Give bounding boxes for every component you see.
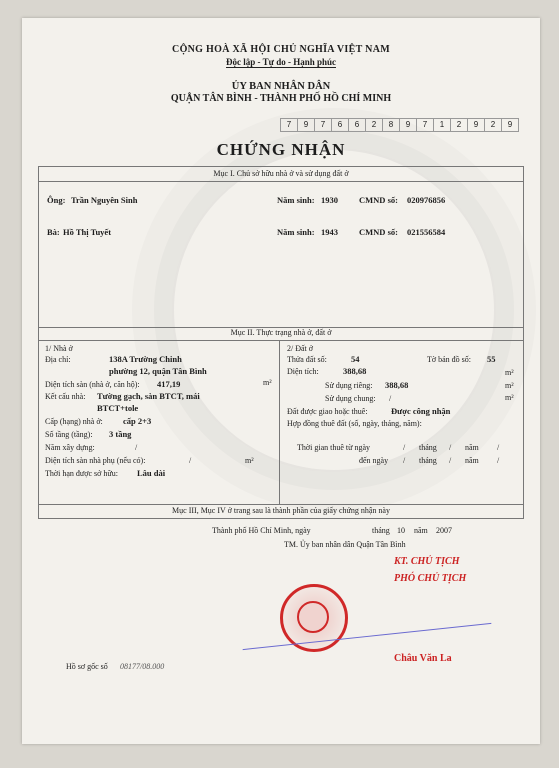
grade-label: Cấp (hạng) nhà ở: bbox=[45, 417, 103, 426]
section-note-text: Mục III, Mục IV ở trang sau là thành phần của giấy chứng nhận này bbox=[172, 506, 390, 515]
month: 10 bbox=[397, 526, 405, 535]
land-form: Được công nhận bbox=[391, 406, 451, 416]
owner2-year: 1943 bbox=[321, 227, 338, 237]
owner2-id: 021556584 bbox=[407, 227, 446, 237]
private-use-label: Sử dụng riêng: bbox=[325, 381, 373, 390]
owner1-id-label: CMND số: bbox=[359, 195, 398, 205]
section-property-heading: Mục II. Thực trạng nhà ở, đất ở bbox=[39, 326, 523, 341]
owner2-label: Bà: bbox=[47, 227, 60, 237]
shared-use-unit: m² bbox=[505, 393, 514, 402]
lease-to-month: / bbox=[449, 456, 452, 465]
owner1-year: 1930 bbox=[321, 195, 338, 205]
lease-from-year: / bbox=[497, 443, 500, 452]
country-heading: CỘNG HOÀ XÃ HỘI CHỦ NGHĨA VIỆT NAM bbox=[172, 44, 390, 55]
owner1-name: Trần Nguyên Sinh bbox=[71, 195, 138, 205]
owner1-year-label: Năm sinh: bbox=[277, 195, 315, 205]
section-property bbox=[38, 326, 524, 505]
column-divider bbox=[279, 340, 280, 504]
owner2-id-label: CMND số: bbox=[359, 227, 398, 237]
year-label: năm bbox=[414, 526, 428, 535]
parcel-label: Thửa đất số: bbox=[287, 355, 327, 364]
stamp-emblem-icon bbox=[297, 601, 329, 633]
map-sheet: 55 bbox=[487, 354, 496, 364]
shared-use-label: Sử dụng chung: bbox=[325, 394, 376, 403]
address-line2: phường 12, quận Tân Bình bbox=[109, 366, 207, 376]
lease-from-month-label: tháng bbox=[419, 443, 437, 452]
pp-chairman: KT. CHỦ TỊCH bbox=[394, 556, 460, 567]
structure-line1: Tường gạch, sàn BTCT, mái bbox=[97, 391, 200, 401]
owner2-year-label: Năm sinh: bbox=[277, 227, 315, 237]
aux-area-unit: m² bbox=[245, 456, 254, 465]
file-label: Hồ sơ gốc số bbox=[66, 662, 108, 671]
lease-to-year: / bbox=[497, 456, 500, 465]
floors-label: Số tầng (tầng): bbox=[45, 430, 93, 439]
private-use-unit: m² bbox=[505, 381, 514, 390]
section-owners bbox=[38, 166, 524, 328]
house-label: 1/ Nhà ở bbox=[45, 344, 73, 353]
serial-number: 7 9 7 6 6 2 8 9 7 1 2 9 2 9 bbox=[280, 118, 519, 132]
section-note bbox=[38, 504, 524, 519]
certificate-page bbox=[22, 18, 540, 744]
land-form-label: Đất được giao hoặc thuê: bbox=[287, 407, 368, 416]
parcel: 54 bbox=[351, 354, 360, 364]
lease-to-month-label: tháng bbox=[419, 456, 437, 465]
authority-heading: ỦY BAN NHÂN DÂN bbox=[231, 81, 331, 92]
land-area-unit: m² bbox=[505, 368, 514, 377]
floor-area: 417,19 bbox=[157, 379, 181, 389]
aux-area-label: Diện tích sàn nhà phụ (nếu có): bbox=[45, 456, 146, 465]
lease-from-year-label: năm bbox=[465, 443, 479, 452]
shared-use: / bbox=[389, 394, 392, 403]
lease-to-day: / bbox=[403, 456, 406, 465]
signer-name: Châu Văn La bbox=[394, 653, 452, 664]
until-label: đến ngày bbox=[359, 456, 389, 465]
lease-period-label: Thời gian thuê từ ngày bbox=[297, 443, 370, 452]
land-area: 388,68 bbox=[343, 366, 367, 376]
address-line1: 138A Trường Chinh bbox=[109, 354, 182, 364]
section-owners-heading: Mục I. Chủ sở hữu nhà ở và sử dụng đất ở bbox=[39, 167, 523, 182]
structure-line2: BTCT+tole bbox=[97, 403, 139, 413]
lease-from-day: / bbox=[403, 443, 406, 452]
vice-chairman: PHÓ CHỦ TỊCH bbox=[394, 573, 467, 584]
structure-label: Kết cấu nhà: bbox=[45, 392, 86, 401]
floors: 3 tầng bbox=[109, 429, 132, 439]
year-built-label: Năm xây dựng: bbox=[45, 443, 95, 452]
ownership-term-label: Thời hạn được sở hữu: bbox=[45, 469, 118, 478]
owner2-name: Hồ Thị Tuyết bbox=[63, 227, 112, 237]
floor-area-unit: m² bbox=[263, 378, 272, 387]
land-area-label: Diện tích: bbox=[287, 367, 319, 376]
private-use: 388,68 bbox=[385, 380, 409, 390]
lease-contract-label: Hợp đồng thuê đất (số, ngày, tháng, năm): bbox=[287, 419, 422, 428]
map-sheet-label: Tờ bản đồ số: bbox=[427, 355, 472, 364]
floor-area-label: Diện tích sàn (nhà ở, căn hộ): bbox=[45, 380, 140, 389]
owner1-id: 020976856 bbox=[407, 195, 446, 205]
aux-area: / bbox=[189, 456, 192, 465]
on-behalf: TM. Ủy ban nhân dân Quận Tân Bình bbox=[284, 540, 406, 549]
lease-from-month: / bbox=[449, 443, 452, 452]
land-label: 2/ Đất ở bbox=[287, 344, 314, 353]
owner1-label: Ông: bbox=[47, 195, 66, 205]
year: 2007 bbox=[436, 526, 452, 535]
month-label: tháng bbox=[372, 526, 390, 535]
district-heading: QUẬN TÂN BÌNH - THÀNH PHỐ HỒ CHÍ MINH bbox=[170, 93, 392, 104]
grade: cấp 2+3 bbox=[123, 416, 152, 426]
year-built: / bbox=[135, 443, 138, 452]
signature-stroke bbox=[243, 623, 492, 650]
lease-to-year-label: năm bbox=[465, 456, 479, 465]
document-title: CHỨNG NHẬN bbox=[216, 140, 346, 159]
motto: Độc lập - Tự do - Hạnh phúc bbox=[225, 57, 336, 67]
address-label: Địa chỉ: bbox=[45, 355, 71, 364]
file-number: 08177/08.000 bbox=[120, 662, 165, 671]
place-date: Thành phố Hồ Chí Minh, ngày bbox=[212, 526, 311, 535]
ownership-term: Lâu dài bbox=[137, 468, 166, 478]
